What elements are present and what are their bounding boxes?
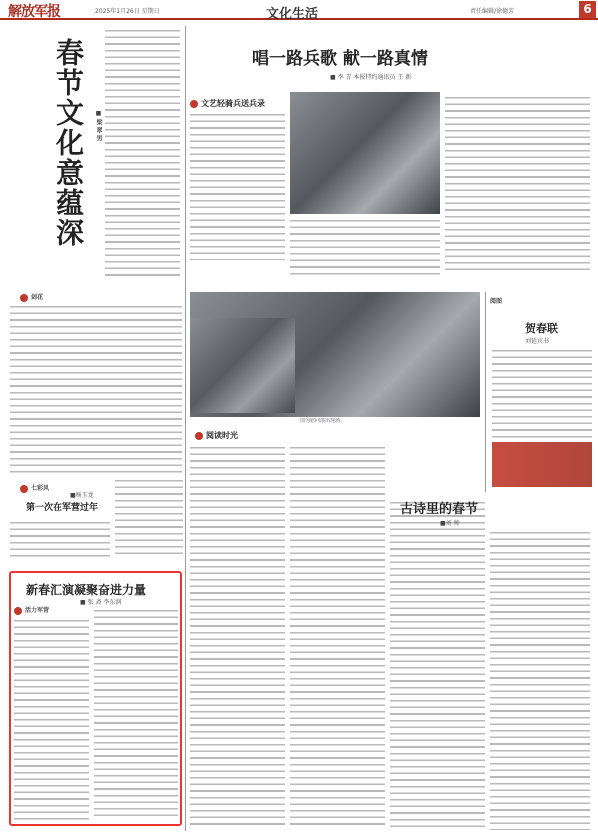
left-feature-byline: ■梁翠男 — [95, 110, 102, 143]
feature-subhead-text: 文艺轻骑兵送兵录 — [201, 99, 265, 108]
red-article-title: 新春汇演凝聚奋进力量 — [26, 583, 147, 597]
poem-title: 贺春联 — [525, 322, 558, 335]
bullet-icon — [14, 607, 22, 615]
red-article-body-right — [94, 608, 178, 821]
editor-credit: 责任编辑/徐德芳 — [470, 8, 515, 15]
section-label-text: 七彩风 — [31, 485, 50, 492]
photo-caption: 图为慰问演出现场。 — [300, 418, 346, 424]
calligraphy-image — [492, 442, 592, 487]
feature-subhead — [190, 98, 265, 109]
colorful-byline: ■杨玉龙 — [70, 492, 94, 499]
red-article-byline: ■ 张 斋 李东润 — [80, 599, 122, 606]
column-divider — [185, 26, 186, 831]
poetry-body — [490, 530, 590, 830]
feature-body-col3 — [290, 218, 440, 278]
left-feature-body — [10, 304, 182, 474]
masthead: 解放军报 — [8, 4, 60, 20]
feature-byline: ■ 李 青 本报特约通讯员 王 新 — [330, 74, 412, 81]
reading-body-col1 — [190, 445, 285, 830]
poetry-title: 古诗里的春节 — [400, 502, 479, 517]
section-title: 文化生活 — [266, 7, 319, 22]
section-label-text: 剑花 — [31, 294, 44, 301]
bullet-icon — [20, 294, 28, 302]
poetry-byline: ■刘 帅 — [440, 520, 460, 527]
section-label-jianhua — [20, 292, 43, 302]
issue-date: 2025年1月26日 星期日 — [95, 8, 160, 15]
feature-body-col2 — [445, 95, 590, 275]
feature-body-col1 — [190, 112, 285, 260]
colorful-title: 第一次在军营过年 — [26, 503, 99, 513]
colorful-body — [10, 520, 110, 560]
section-label-text: 阅图 — [490, 298, 503, 305]
left-feature-body-top — [105, 28, 180, 276]
section-label-vital — [14, 605, 49, 615]
column-divider — [485, 292, 486, 492]
soldiers-photo — [190, 318, 295, 413]
bullet-icon — [195, 432, 203, 440]
poem-text — [492, 348, 592, 438]
red-article-body-left — [14, 618, 89, 821]
performance-photo — [290, 92, 440, 214]
section-label-photo — [490, 296, 502, 305]
reading-label — [195, 430, 238, 441]
bullet-icon — [190, 100, 198, 108]
reading-body-col3 — [390, 500, 485, 830]
feature-title: 唱一路兵歌 献一路真情 — [252, 49, 428, 69]
section-label-text: 活力军营 — [25, 607, 50, 614]
reading-label-text: 阅读时光 — [206, 431, 238, 440]
colorful-poem — [115, 478, 183, 558]
bullet-icon — [20, 485, 28, 493]
section-label-colorful — [20, 483, 49, 493]
poem-byline: 刘延宾书 — [525, 338, 550, 345]
page-number: 6 — [579, 1, 596, 18]
reading-body-col2 — [290, 445, 385, 830]
left-feature-title: 春节文化意蕴深 — [52, 38, 85, 248]
